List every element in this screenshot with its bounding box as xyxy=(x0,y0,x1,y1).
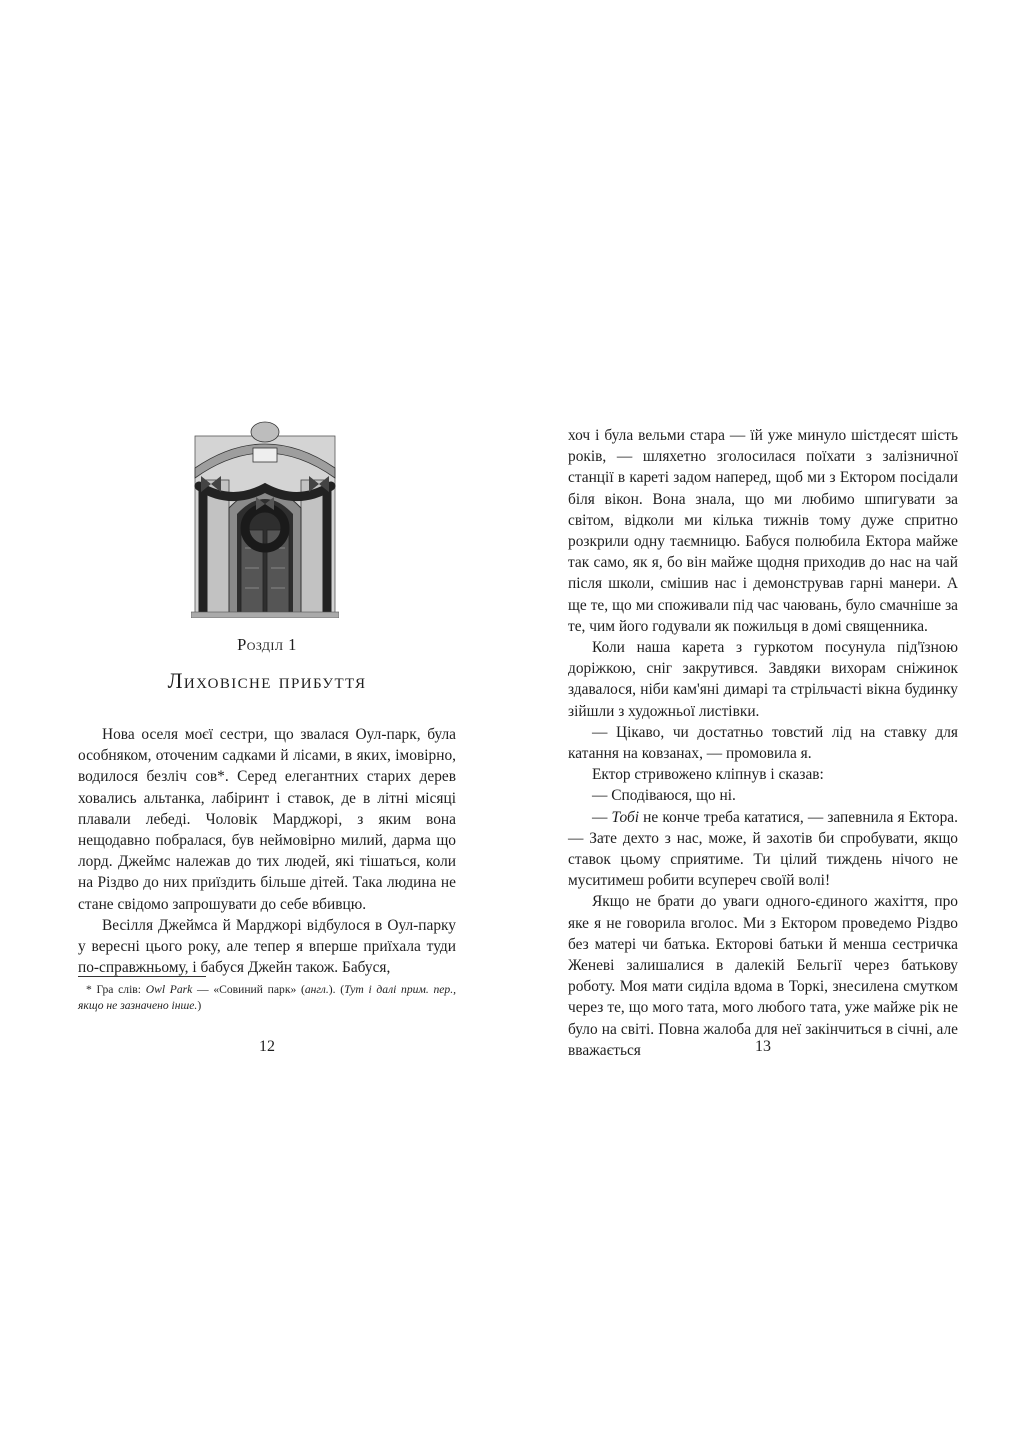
paragraph: хоч і була вельми стара — їй уже минуло шістдесят шість років, — шляхетно зголосилася поїхати з залізничної станції в кареті задом наперед, щоб ми з Ектором посідали біля вікон. Вона знала, що ми любимо шпигувати за світом, відколи ми кілька тижнів тому дуже спритно розкрили одну таємницю. Бабуся полюбила Ектора майже так само, як я, бо він майже щодня приходив до нас на чай після школи, смішив нас і демонстрував гарні манери. А ще те, що ми споживали під час чаювань, було смачніше за те, чим його годували як пожильця в домі священника. xyxy=(568,427,958,635)
paragraph: Нова оселя моєї сестри, що звалася Оул-парк, була особняком, оточеним садками й лісами, в яких, імовірно, водилося безліч сов*. Серед елегантних старих дерев ховались альтанка, лабіринт і ставок, де в літні місяці плавали лебеді. Чоловік Марджорі, з яким вона нещодавно побралася, був неймовірно милий, дарма що лорд. Джеймс належав до тих людей, які тішаться, коли на Різдво до них приїздить більше дітей. Така людина не стане свідомо запрошувати до себе вбивцю. xyxy=(78,726,456,913)
paragraph: — Цікаво, чи достатньо товстий лід на ставку для катання на ковзанах, — промовила я. xyxy=(568,723,958,763)
page-number-left: 12 xyxy=(259,1038,275,1055)
footnote-text: — «Совиний парк» ( xyxy=(192,983,305,996)
paragraph: Якщо не брати до уваги одного-єдиного жахіття, про яке я не говорила вголос. Ми з Ектором проведемо Різдво без матері чи батька. Екторові батьки й менша сестричка Женеві залишалися в далекій Бельгії через батькову роботу. Моя мати сиділа вдома в Торкі, знесилена смутком через те, що мого тата, мого любого тата, уже майже рік не було на світі. Повна жалоба для неї закінчиться в січні, але вважається xyxy=(568,893,958,1059)
footnote-term: Owl Park xyxy=(145,983,193,996)
right-page xyxy=(568,410,958,1070)
paragraph: Весілля Джеймса й Марджорі відбулося в Оул-парку у вересні цього року, але тепер я вперше приїхала туди по-справжньому, і бабуся Джейн також. Бабуся, xyxy=(78,916,456,977)
emphasis: Тобі xyxy=(611,808,640,826)
page-number-right: 13 xyxy=(755,1038,771,1055)
paragraph: — Сподіваюся, що ні. xyxy=(592,787,736,805)
footnote-note: Тут і далі прим. пер., якщо не зазначено інше. xyxy=(78,983,457,1012)
paragraph: — Тобі не конче треба кататися, — запевнила я Ектора. — Зате дехто з нас, може, й захотів би спробувати, якщо ставок цьому сприятиме. Ти цілий тиждень нічого не муситимеш робити всупереч своїй волі! xyxy=(568,808,958,890)
paragraph: Коли наша карета з гуркотом посунула під'їзною доріжкою, сніг закрутився. Завдяки вихорам сніжинок здавалося, ніби кам'яні димарі та стрільчасті вікна будинку зійшли з художньої листівки. xyxy=(568,639,958,720)
footnote-text: Гра слів: xyxy=(91,983,146,996)
footnote-lang: англ. xyxy=(304,983,329,996)
left-body-text xyxy=(78,724,456,978)
right-body-text xyxy=(568,425,958,1061)
footnote-text: ). ( xyxy=(328,983,345,996)
paragraph: Ектор стривожено кліпнув і сказав: xyxy=(592,766,824,784)
footnote xyxy=(78,982,456,1014)
chapter-title: Лиховісне прибуття xyxy=(167,668,367,693)
left-page xyxy=(78,410,456,1070)
doorway-illustration xyxy=(191,418,339,618)
footnote-text: ) xyxy=(197,999,202,1012)
footnote-rule xyxy=(78,976,206,977)
chapter-label: Розділ 1 xyxy=(237,635,297,654)
footnote-marker: * xyxy=(86,983,92,996)
